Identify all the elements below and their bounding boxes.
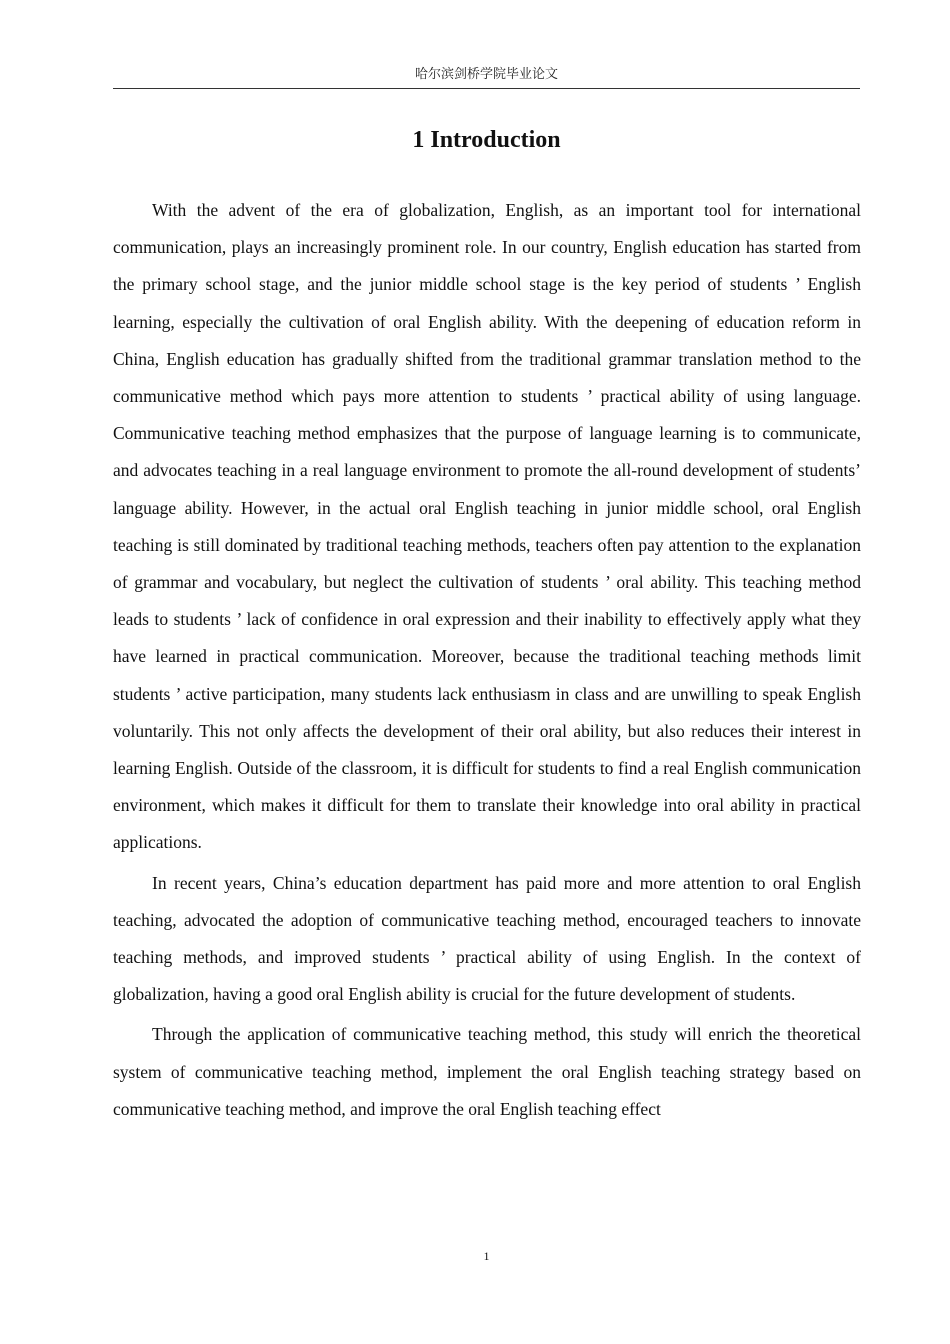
paragraph-2: In recent years, China’s education department has paid more and more attention to oral English teaching, advocated the adoption of communicative teaching method, encouraged teachers to innovate teaching methods, and improved students ’ practical ability of using English. In the context of globalization, having a good oral English ability is crucial for the future development of students. — [113, 872, 861, 1005]
running-header: 哈尔滨剑桥学院毕业论文 — [414, 67, 558, 82]
paragraph-3: Through the application of communicative teaching method, this study will enrich the theoretical system of communicative teaching method, implement the oral English teaching strategy based on communicative teaching method, and improve the oral English teaching effect — [113, 1024, 861, 1119]
chapter-title: 1 Introduction — [412, 127, 561, 153]
body-text — [113, 192, 861, 1128]
page-number: 1 — [483, 1249, 490, 1263]
paragraph-1: With the advent of the era of globalization, English, as an important tool for international communication, plays an increasingly prominent role. In our country, English education has started from the primary school stage, and the junior middle school stage is the key period of students ’ English learning, especially the cultivation of oral English ability. With the deepening of education reform in China, English education has gradually shifted from the traditional grammar translation method to the communicative method which pays more attention to students ’ practical ability of using language. Communicative teaching method emphasizes that the purpose of language learning is to communicate, and advocates teaching in a real language environment to promote the all-round development of students’ language ability. However, in the actual oral English teaching in junior middle school, oral English teaching is still dominated by traditional teaching methods, teachers often pay attention to the explanation of grammar and vocabulary, but neglect the cultivation of students ’ oral ability. This teaching method leads to students ’ lack of confidence in oral expression and their inability to effectively apply what they have learned in practical communication. Moreover, because the traditional teaching methods limit students ’ active participation, many students lack enthusiasm in class and are unwilling to speak English voluntarily. This not only affects the development of their oral ability, but also reduces their interest in learning English. Outside of the classroom, it is difficult for students to find a real English communication environment, which makes it difficult for them to translate their knowledge into oral ability in practical applications. — [113, 200, 861, 853]
header-divider — [113, 88, 860, 89]
